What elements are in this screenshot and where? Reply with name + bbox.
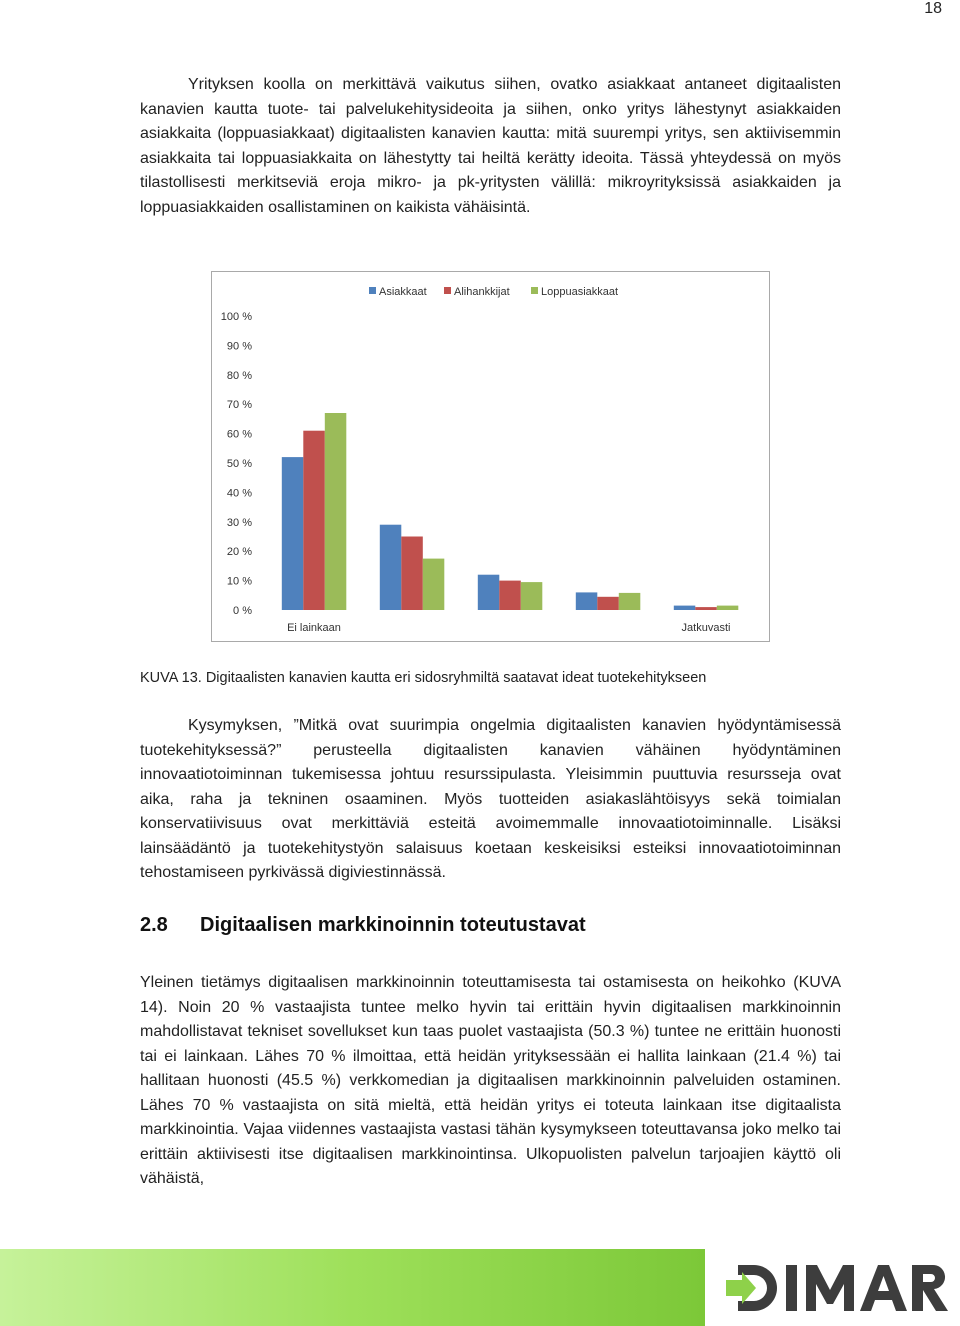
body-paragraph-3: Yleinen tietämys digitaalisen markkinoinnin toteuttamisesta tai ostamisesta on heikohko (KUVA 14). Noin 20 % vastaajista tuntee melko hyvin tai erittäin hyvin digitaalisen markkinoinnin mahdollistavat tekniset sovellukset kun taas puolet vastaajista (50.3 %) tuntee ne erittäin huonosti tai ei lainkaan. Lähes 70 % ilmoittaa, että heidän yrityksessään ei hallita lainkaan (21.4 %) tai hallitaan huonosti (45.5 %) verkkomedian ja digitaalisen markkinoinnin palveluiden ostaminen. Lähes 70 % vastaajista on sitä mieltä, että heidän yritys ei toteuta lainkaan itse digitaalista markkinointia. Vajaa viidennes vastaajista vastasi tähän kysymykseen toteuttavansa joko melko tai erittäin aktiivisesti itse digitaalisen markkinointinsa. Ulkopuolisten palvelun tarjoajien käyttö oli vähäistä, [140, 974, 841, 1187]
bar-asiakkaat-2 [478, 575, 500, 610]
y-tick-label: 0 % [233, 605, 252, 617]
legend-label: Alihankkijat [454, 286, 510, 298]
bar-loppuasiakkaat-0 [325, 413, 347, 610]
figure-caption: KUVA 13. Digitaalisten kanavien kautta eri sidosryhmiltä saatavat ideat tuotekehitykseen [140, 670, 707, 686]
body-paragraph-2: Kysymyksen, ”Mitkä ovat suurimpia ongelmia digitaalisten kanavien hyödyntämisessä tuotekehityksessä?” perusteella digitaalisten kanavien vähäinen hyödyntäminen innovaatiotoiminnan tukemisessa johtuu resurssipulasta. Yleisimmin puuttuvia resursseja ovat aika, raha ja tekninen osaaminen. Myös tuotteiden asiakaslähtöisyys sekä toimialan konservatiivisuus ovat merkittäviä esteitä avoimemmalle innovaatiotoiminnalle. Lisäksi lainsäädäntö ja tuotekehitystyön salaisuus koetaan keskeisiksi esteiksi innovaatiotoiminnan tehostamiseen pyrkivässä digiviestinnässä. [140, 717, 841, 881]
legend-swatch-loppuasiakkaat [531, 287, 538, 294]
section-title: Digitaalisen markkinoinnin toteutustavat [200, 914, 586, 936]
x-category-label: Jatkuvasti [681, 622, 731, 634]
bar-loppuasiakkaat-2 [521, 582, 543, 610]
bar-alihankkijat-0 [303, 431, 325, 610]
legend-swatch-alihankkijat [444, 287, 451, 294]
page-number: 18 [924, 0, 942, 17]
bar-chart [211, 271, 770, 642]
bar-loppuasiakkaat-1 [423, 559, 445, 610]
y-tick-label: 50 % [226, 458, 252, 470]
y-tick-label: 10 % [226, 575, 252, 588]
dimar-logo-letters [786, 1265, 948, 1311]
footer-green-bar [0, 1249, 705, 1326]
legend-swatch-asiakkaat [369, 287, 376, 294]
y-tick-label: 100 % [220, 311, 252, 323]
bar-alihankkijat-3 [597, 597, 619, 610]
y-tick-label: 80 % [226, 369, 252, 382]
bar-asiakkaat-1 [380, 525, 402, 610]
y-tick-label: 70 % [226, 399, 252, 412]
y-tick-label: 30 % [226, 516, 252, 529]
dimar-logo-mark [726, 1265, 777, 1311]
section-heading [140, 914, 586, 937]
bar-asiakkaat-0 [282, 457, 304, 610]
bar-loppuasiakkaat-3 [619, 593, 641, 610]
bar-loppuasiakkaat-4 [717, 606, 739, 610]
bar-alihankkijat-4 [695, 607, 717, 610]
x-category-label: Ei lainkaan [287, 622, 341, 634]
y-tick-label: 40 % [226, 487, 252, 500]
legend-label: Loppuasiakkaat [541, 286, 619, 298]
bar-alihankkijat-2 [499, 581, 521, 610]
bar-chart-svg [212, 272, 769, 641]
y-tick-label: 60 % [226, 428, 252, 441]
section-number: 2.8 [140, 914, 168, 936]
body-paragraph-1: Yrityksen koolla on merkittävä vaikutus siihen, ovatko asiakkaat antaneet digitaalisten kanavien kautta tuote- tai palvelukehitysideoita ja siihen, onko yritys lähestynyt asiakkaiden asiakkaita (loppuasiakkaat) digitaalisten kanavien kautta: mitä suurempi yritys, sen aktiivisemmin asiakkaita tai loppuasiakkaita on lähestytty tai heiltä kerätty ideoita. Tässä yhteydessä on myös tilastollisesti merkitseviä eroja mikro- ja pk-yritysten välillä: mikroyrityksissä asiakkaiden ja loppuasiakkaiden osallistaminen on kaikista vähäisintä. [140, 76, 841, 216]
bar-alihankkijat-1 [401, 537, 423, 611]
dimar-logo [718, 1250, 958, 1326]
bar-asiakkaat-3 [576, 592, 598, 610]
y-tick-label: 90 % [226, 340, 252, 353]
bar-asiakkaat-4 [674, 606, 696, 610]
y-tick-label: 20 % [226, 546, 252, 559]
legend-label: Asiakkaat [379, 286, 427, 298]
